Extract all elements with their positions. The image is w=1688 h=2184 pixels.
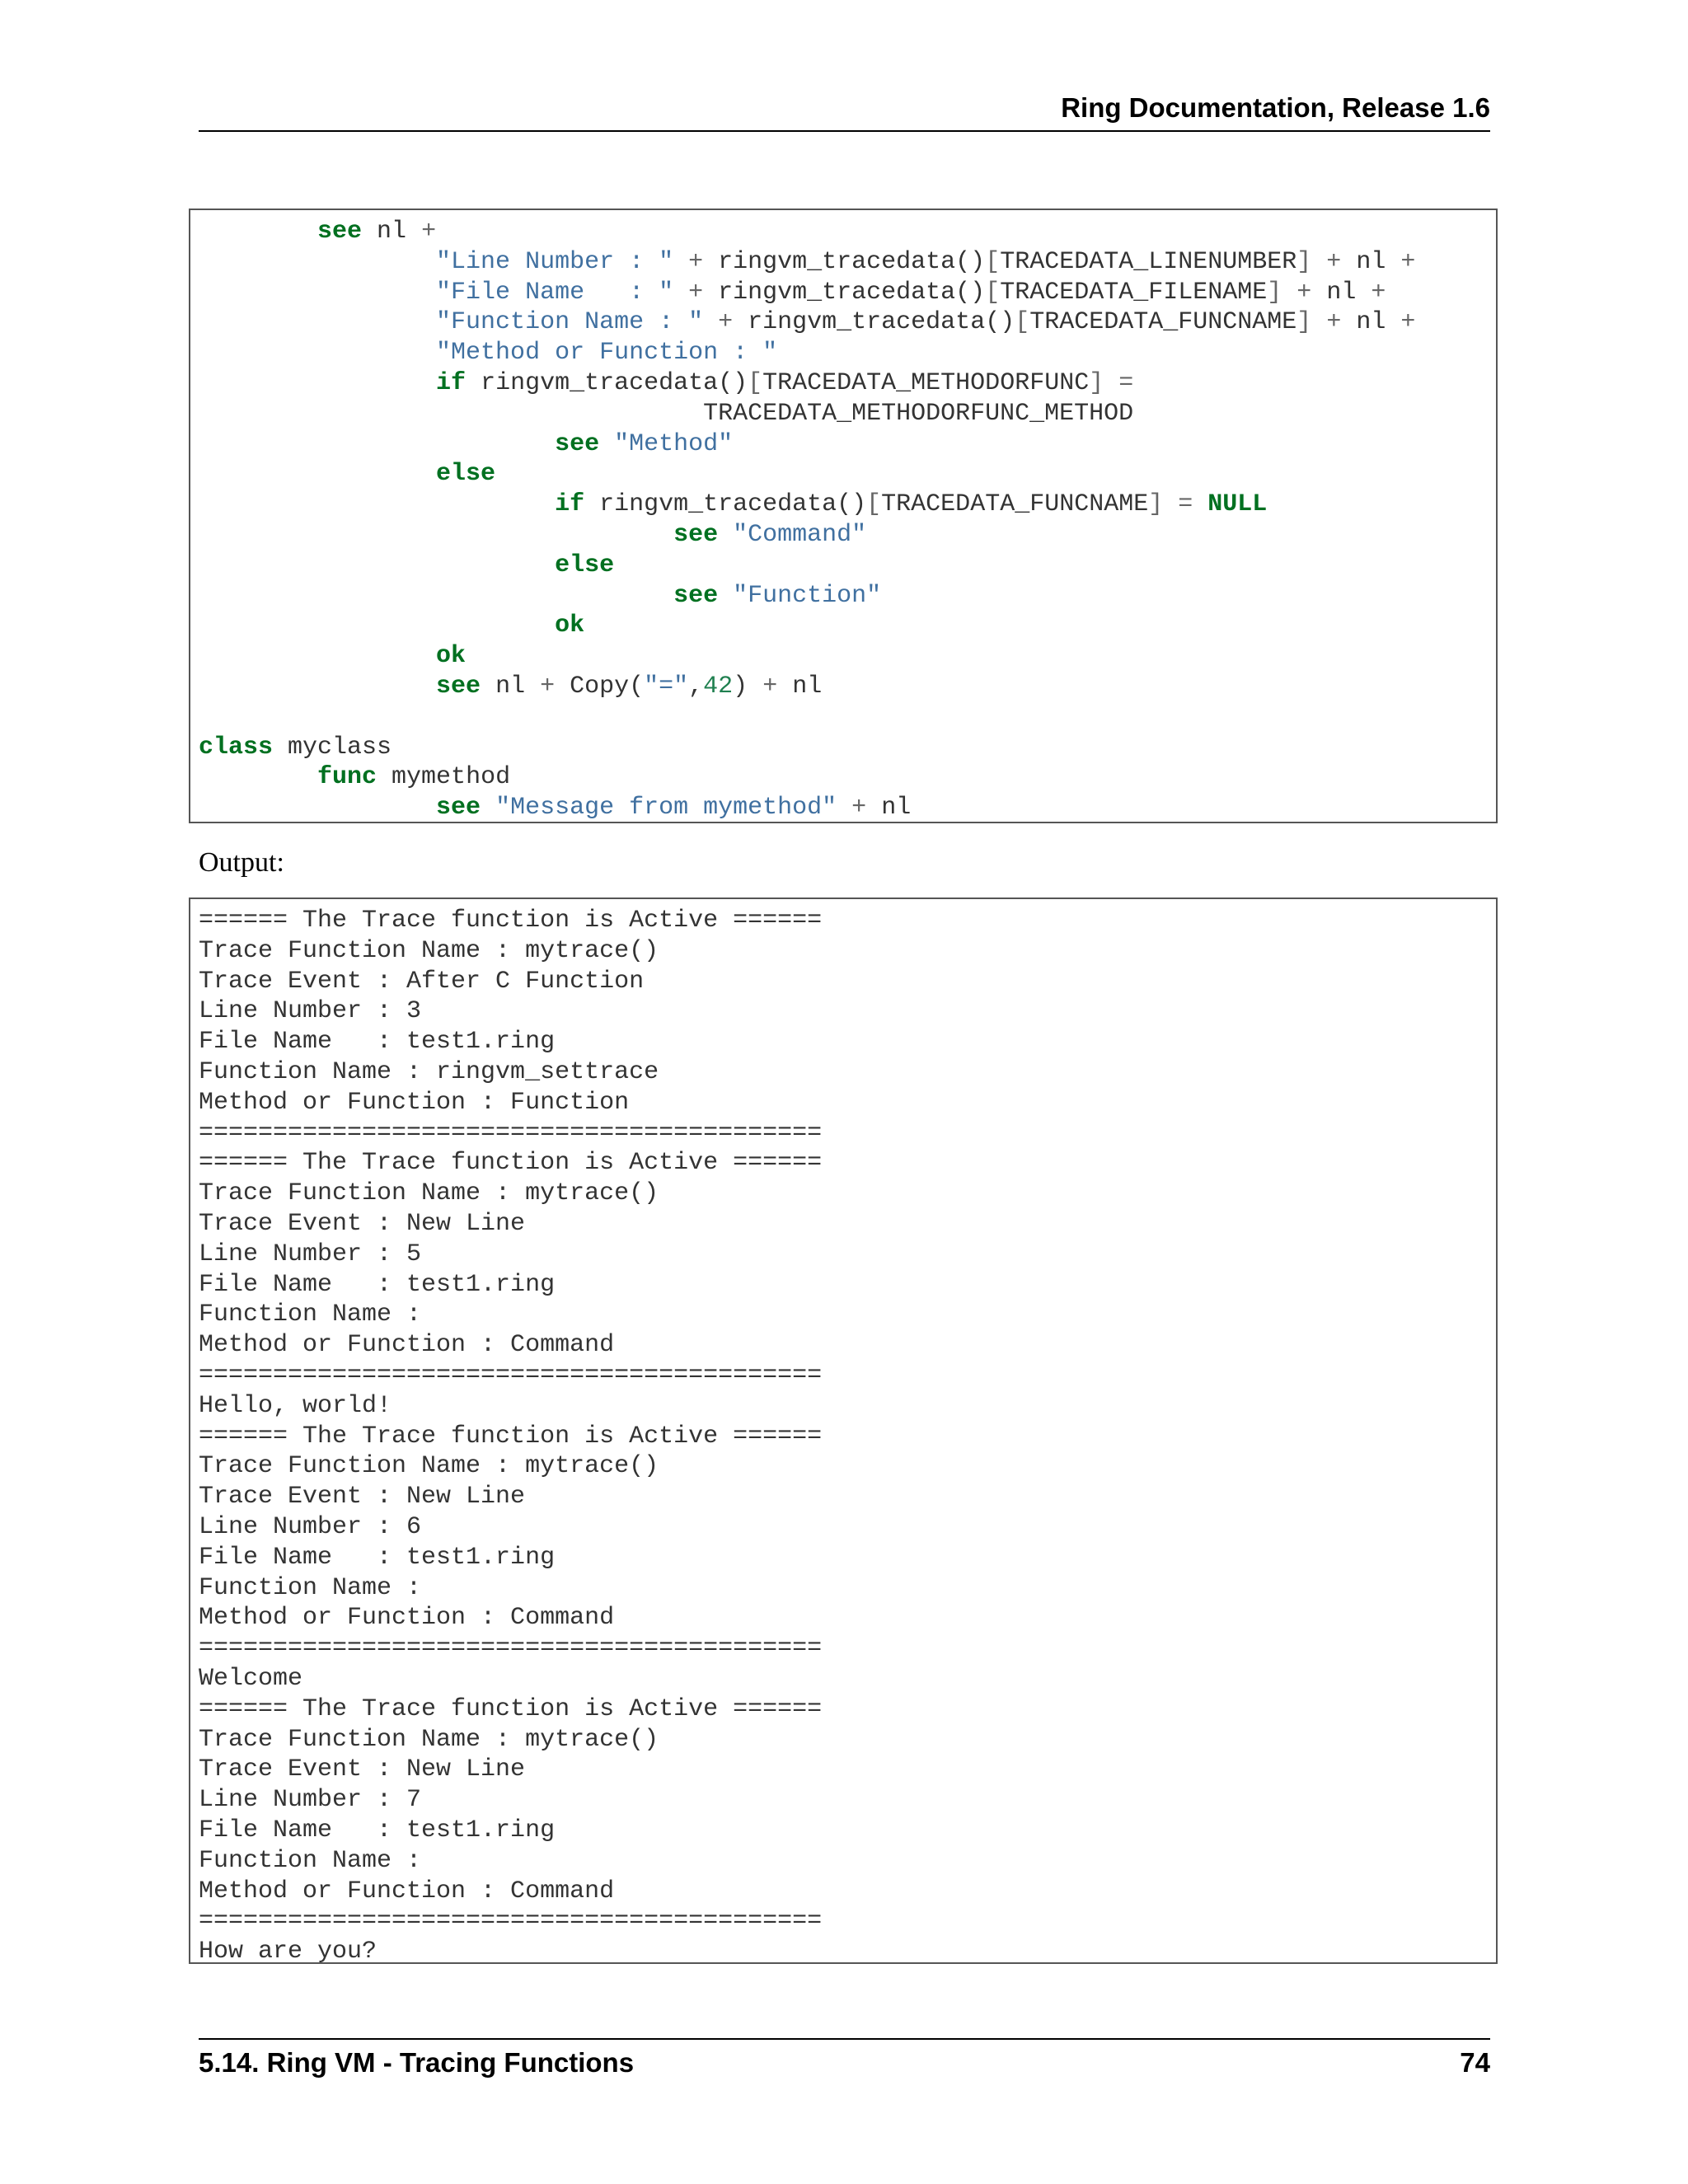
code-listing xyxy=(190,210,1496,823)
output-line: ========================================== xyxy=(199,1118,823,1147)
output-line: File Name : test1.ring xyxy=(199,1028,556,1057)
code-line: "File Name : " + ringvm_tracedata()[TRACEDATA_FILENAME] + nl + xyxy=(436,278,1386,307)
code-line: if ringvm_tracedata()[TRACEDATA_METHODORFUNC] = xyxy=(436,368,1134,397)
output-listing xyxy=(190,899,1496,1967)
output-line: Line Number : 3 xyxy=(199,997,422,1026)
output-line: ====== The Trace function is Active ====== xyxy=(199,907,823,935)
page-header-title: Ring Documentation, Release 1.6 xyxy=(1061,92,1490,123)
code-block xyxy=(189,209,1498,823)
output-line: Hello, world! xyxy=(199,1391,392,1420)
code-line: see "Function" xyxy=(673,581,882,610)
output-line: Method or Function : Command xyxy=(199,1604,615,1633)
output-line: File Name : test1.ring xyxy=(199,1270,556,1299)
code-line: func mymethod xyxy=(317,763,511,792)
code-line: TRACEDATA_METHODORFUNC_METHOD xyxy=(199,399,1134,428)
code-line: "Line Number : " + ringvm_tracedata()[TRACEDATA_LINENUMBER] + nl + xyxy=(436,247,1416,276)
output-line: Method or Function : Command xyxy=(199,1877,615,1905)
code-line: see "Method" xyxy=(555,429,734,458)
code-line: ok xyxy=(436,642,467,671)
code-line: else xyxy=(436,460,496,489)
page-number: 74 xyxy=(1460,2047,1490,2078)
output-label: Output: xyxy=(199,847,284,878)
output-line: Function Name : xyxy=(199,1846,422,1875)
output-line: Trace Function Name : mytrace() xyxy=(199,1179,659,1208)
code-line: "Method or Function : " xyxy=(436,339,778,368)
output-line: Trace Event : New Line xyxy=(199,1755,526,1784)
output-line: Trace Function Name : mytrace() xyxy=(199,936,659,965)
output-line: Function Name : xyxy=(199,1301,422,1329)
output-line: Method or Function : Function xyxy=(199,1088,630,1117)
code-line: see nl + Copy("=",42) + nl xyxy=(436,672,823,701)
code-line: see "Command" xyxy=(673,520,867,549)
output-line: ====== The Trace function is Active ====== xyxy=(199,1694,823,1723)
code-line: if ringvm_tracedata()[TRACEDATA_FUNCNAME] = NULL xyxy=(555,490,1268,519)
output-line: ========================================== xyxy=(199,1361,823,1390)
output-line: Trace Event : After C Function xyxy=(199,967,645,996)
code-line: ok xyxy=(555,612,585,640)
code-line: else xyxy=(555,551,615,579)
output-line: File Name : test1.ring xyxy=(199,1543,556,1572)
output-line: Trace Function Name : mytrace() xyxy=(199,1452,659,1481)
output-line: Method or Function : Command xyxy=(199,1331,615,1360)
output-line: Line Number : 7 xyxy=(199,1786,422,1815)
output-line: ====== The Trace function is Active ====== xyxy=(199,1422,823,1451)
output-line: ========================================== xyxy=(199,1907,823,1936)
output-line: Line Number : 5 xyxy=(199,1240,422,1268)
code-line: class myclass xyxy=(199,733,392,762)
output-line: Function Name : xyxy=(199,1573,422,1602)
output-line: Line Number : 6 xyxy=(199,1512,422,1541)
page-footer xyxy=(199,2047,1490,2079)
footer-section-title: 5.14. Ring VM - Tracing Functions xyxy=(199,2047,635,2078)
output-block xyxy=(189,898,1498,1964)
output-line: Trace Function Name : mytrace() xyxy=(199,1725,659,1754)
output-line: Function Name : ringvm_settrace xyxy=(199,1057,659,1086)
code-line: see nl + xyxy=(317,218,437,246)
output-line: Welcome xyxy=(199,1664,303,1693)
output-line: Trace Event : New Line xyxy=(199,1483,526,1511)
code-line: see "Message from mymethod" + nl xyxy=(436,794,912,823)
code-line: "Function Name : " + ringvm_tracedata()[TRACEDATA_FUNCNAME] + nl + xyxy=(436,308,1416,337)
output-line: ====== The Trace function is Active ====== xyxy=(199,1149,823,1178)
output-line: How are you? xyxy=(199,1938,377,1966)
output-line: Trace Event : New Line xyxy=(199,1209,526,1238)
output-line: ========================================== xyxy=(199,1634,823,1663)
output-line: File Name : test1.ring xyxy=(199,1816,556,1844)
footer-divider xyxy=(199,2038,1490,2040)
header-divider xyxy=(199,130,1490,132)
